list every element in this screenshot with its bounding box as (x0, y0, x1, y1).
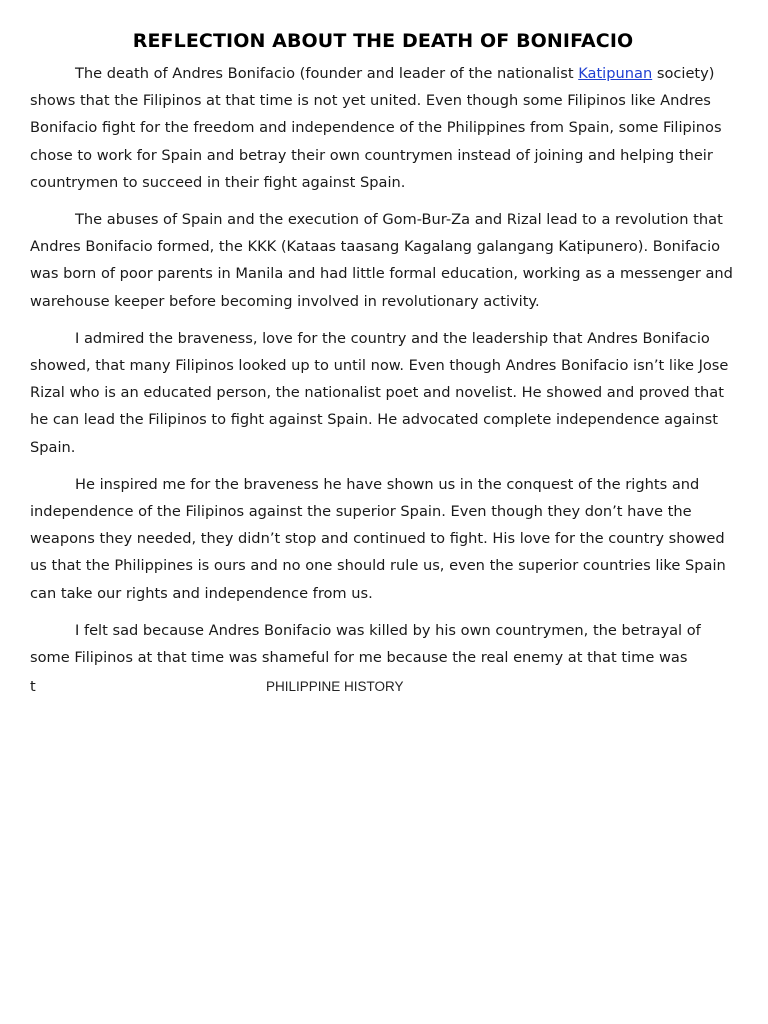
paragraph-3: I admired the braveness, love for the country and the leadership that Andres Bonifacio showed, that many Filipinos looked up to until now. Even though Andres Bonifacio isn’t like Jose Rizal who is an educated person, the nationalist poet and novelist. He showed and proved that he can lead the Filipinos to fight against Spain. He advocated complete independence against Spain. (30, 329, 729, 456)
document-title: REFLECTION ABOUT THE DEATH OF BONIFACIO (132, 30, 634, 52)
paragraph-2: The abuses of Spain and the execution of Gom-Bur-Za and Rizal lead to a revolution that Andres Bonifacio formed, the KKK (Kataas taasang Kagalang galangang Katipunero). Bonifacio was born of poor parents in Manila and had little formal education, working as a messenger and warehouse keeper before becoming involved in revolutionary activity. (30, 211, 733, 310)
paragraph-1 (30, 60, 736, 196)
katipunan-link[interactable]: Katipunan (578, 65, 653, 82)
paragraph-1-text-before-link: The death of Andres Bonifacio (founder and leader of the nationalist (75, 65, 579, 82)
page-footer: PHILIPPINE HISTORY (266, 679, 404, 694)
paragraph-5: I felt sad because Andres Bonifacio was killed by his own countrymen, the betrayal of some Filipinos at that time was shameful for me because the real enemy at that time was (30, 621, 701, 667)
truncated-text-fragment: t (30, 678, 36, 695)
document-page (30, 30, 736, 681)
paragraph-1-text-after-link: society) shows that the Filipinos at that time is not yet united. Even though some Filipinos like Andres Bonifacio fight for the freedom and independence of the Philippines from Spain, some Filipinos chose to work for Spain and betray their own countrymen instead of joining and helping their countrymen to succeed in their fight against Spain. (30, 65, 722, 191)
paragraph-4: He inspired me for the braveness he have shown us in the conquest of the rights and independence of the Filipinos against the superior Spain. Even though they don’t have the weapons they needed, they didn’t stop and continued to fight. His love for the country showed us that the Philippines is ours and no one should rule us, even the superior countries like Spain can take our rights and independence from us. (30, 475, 726, 602)
